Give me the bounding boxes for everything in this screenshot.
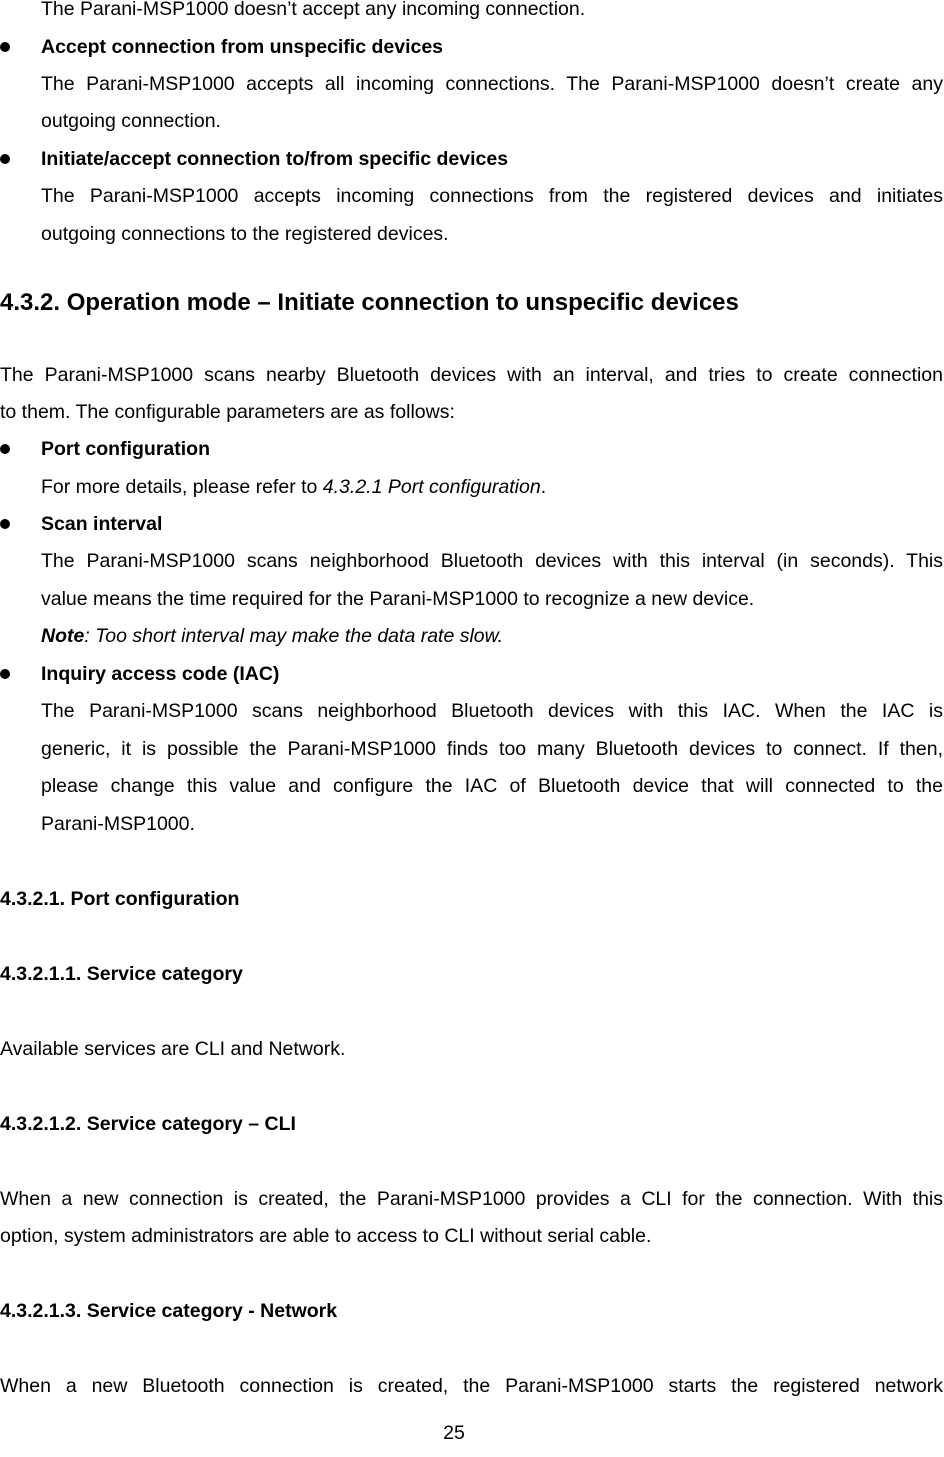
page-number: 25 [443, 1422, 465, 1444]
bullet-title-inquiry-access-code: Inquiry access code (IAC) [41, 663, 280, 685]
section-heading-4-3-2: 4.3.2. Operation mode – Initiate connection to unspecific devices [0, 289, 739, 316]
ref-prefix: For more details, please refer to [41, 476, 323, 498]
text-line: The Parani-MSP1000 scans neighborhood Bluetooth devices with this interval (in seconds). This [41, 550, 943, 572]
note-text: : Too short interval may make the data rate slow. [84, 625, 504, 647]
text-line: to them. The configurable parameters are as follows: [0, 401, 455, 423]
note-label: Note [41, 625, 85, 647]
note-line [41, 624, 503, 648]
section-heading-4-3-2-1-1: 4.3.2.1.1. Service category [0, 963, 243, 985]
section-heading-4-3-2-1-3: 4.3.2.1.3. Service category - Network [0, 1300, 338, 1322]
text-line: The Parani-MSP1000 accepts incoming connections from the registered devices and initiates [41, 185, 943, 207]
section-heading-4-3-2-1-2: 4.3.2.1.2. Service category – CLI [0, 1113, 296, 1135]
text-line [41, 475, 546, 499]
text-line: generic, it is possible the Parani-MSP1000 finds too many Bluetooth devices to connect. If then, [41, 738, 943, 760]
text-line: Parani-MSP1000. [41, 813, 195, 835]
ref-suffix: . [540, 476, 547, 498]
text-line: outgoing connection. [41, 110, 221, 132]
bullet-dot [0, 519, 10, 529]
bullet-title-port-configuration: Port configuration [41, 438, 210, 460]
text-line: The Parani-MSP1000 accepts all incoming connections. The Parani-MSP1000 doesn’t create any [41, 73, 943, 95]
text-line: The Parani-MSP1000 scans neighborhood Bluetooth devices with this IAC. When the IAC is [41, 700, 943, 722]
text-line: value means the time required for the Parani-MSP1000 to recognize a new device. [41, 588, 755, 610]
bullet-dot [0, 42, 10, 52]
text-line: When a new Bluetooth connection is created, the Parani-MSP1000 starts the registered network [0, 1375, 943, 1397]
text-line: Available services are CLI and Network. [0, 1038, 346, 1060]
text-line: The Parani-MSP1000 doesn’t accept any incoming connection. [41, 0, 586, 20]
section-heading-4-3-2-1: 4.3.2.1. Port configuration [0, 888, 240, 910]
text-line: outgoing connections to the registered devices. [41, 223, 449, 245]
bullet-title-initiate-accept-specific: Initiate/accept connection to/from specific devices [41, 148, 509, 170]
text-line: When a new connection is created, the Parani-MSP1000 provides a CLI for the connection. With this [0, 1188, 943, 1210]
bullet-dot [0, 669, 10, 679]
bullet-dot [0, 154, 10, 164]
bullet-dot [0, 444, 10, 454]
bullet-title-accept-unspecific: Accept connection from unspecific devices [41, 36, 444, 58]
cross-reference-link: 4.3.2.1 Port configuration [322, 476, 541, 498]
bullet-title-scan-interval: Scan interval [41, 513, 163, 535]
text-line: please change this value and configure the IAC of Bluetooth device that will connected to the [41, 775, 943, 797]
text-line: The Parani-MSP1000 scans nearby Bluetooth devices with an interval, and tries to create connection [0, 364, 943, 386]
text-line: option, system administrators are able to access to CLI without serial cable. [0, 1225, 652, 1247]
